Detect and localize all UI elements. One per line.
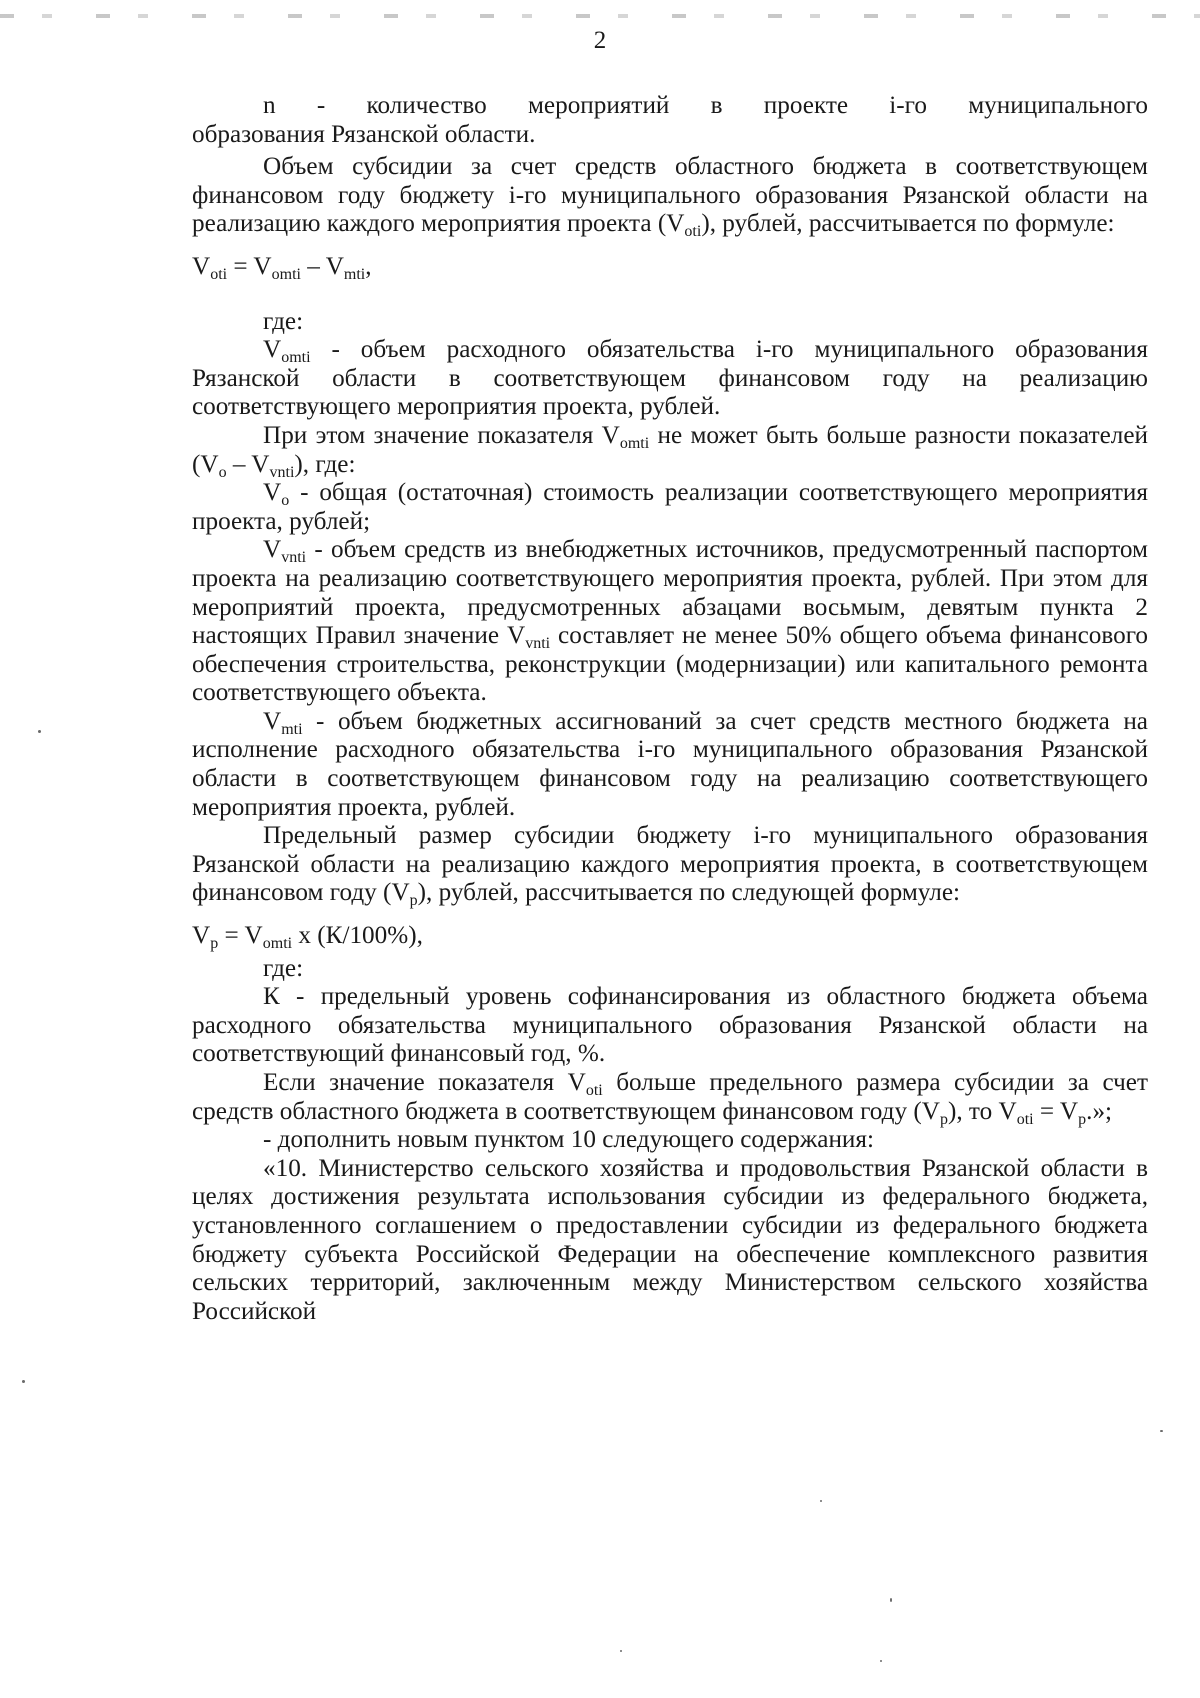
n-definition: n - количество мероприятий в проекте і-го муниципального (263, 92, 1148, 119)
scan-speck (620, 1650, 622, 1652)
limit-size-paragraph: Предельный размер субсидии бюджету і-го муниципального образования Рязанской области на реализацию каждого мероприятия проекта, в соответствующем финансовом году $(V_p)$, рублей, рассчитывается по следующей формуле: (192, 822, 1148, 910)
document-body (192, 92, 1148, 1326)
scan-speck (890, 1598, 892, 1602)
scan-speck (22, 1380, 25, 1383)
scan-speck (880, 1660, 882, 1662)
n-definition-cont: образования Рязанской области. (192, 120, 536, 148)
scan-speck (1160, 1430, 1163, 1432)
where-label-1: где: (263, 307, 304, 335)
limit-paragraph: При этом значение показателя $V_{omti}$ не может быть больше разности показателей $(V_o - V_{vnti})$, где: (192, 421, 1148, 481)
if-paragraph: Если значение показателя $V_{oti}$ больше предельного размера субсидии за счет средств областного бюджета в соответствующем финансовом году $(V_p)$, то $V_{oti} = V_p$.»; (192, 1069, 1148, 1128)
scan-edge-artifact (0, 14, 1200, 18)
scan-speck (820, 1500, 822, 1502)
vomti-definition: $V_{omti}$ - объем расходного обязательства і-го муниципального образования Рязанской области в соответствующем финансовом году на реализацию соответствующего мероприятия проекта, рублей. (192, 336, 1148, 421)
formula-voti: $V_{oti} = V_{omti} - V_{mti}$, (192, 252, 372, 283)
page-number: 2 (593, 27, 607, 54)
vo-definition: $V_o$ - общая (остаточная) стоимость реализации соответствующего мероприятия проекта, рублей; (192, 479, 1148, 535)
add-point-line: - дополнить новым пунктом 10 следующего содержания: (263, 1126, 874, 1154)
where-label-2: где: (263, 954, 304, 982)
vmti-definition: $V_{mti}$ - объем бюджетных ассигнований за счет средств местного бюджета на исполнение расходного обязательства і-го муниципального образования Рязанской области в соответствующем финансовом году на реализацию соответствующего мероприятия проекта, рублей. (192, 707, 1148, 821)
scan-speck (38, 730, 41, 733)
k-definition: К - предельный уровень софинансирования из областного бюджета объема расходного обязательства муниципального образования Рязанской области на соответствующий финансовый год, %. (192, 983, 1148, 1068)
formula-vp: $V_p = V_{omti}$ x (К/100%), (192, 922, 423, 953)
volume-paragraph: Объем субсидии за счет средств областного бюджета в соответствующем финансовом году бюджету і-го муниципального образования Рязанской области на реализацию каждого мероприятия проекта $(V_{oti})$, рублей, рассчитывается по формуле: (192, 153, 1148, 241)
point-10-paragraph: «10. Министерство сельского хозяйства и продовольствия Рязанской области в целях достижения результата использования субсидии из федерального бюджета, установленного соглашением о предоставлении субсидии из федерального бюджета бюджету субъекта Российской Федерации на обеспечение комплексного развития сельских территорий, заключенным между Министерством сельского хозяйства Российской (192, 1154, 1148, 1325)
vvnti-definition: $V_{vnti}$ - объем средств из внебюджетных источников, предусмотренный паспортом проекта на реализацию соответствующего мероприятия проекта, рублей. При этом для мероприятий проекта, предусмотренных абзацами восьмым, девятым пункта 2 настоящих Правил значение $V_{vnti}$ составляет не менее 50% общего объема финансового обеспечения строительства, реконструкции (модернизации) или капитального ремонта соответствующего объекта. (192, 536, 1149, 707)
